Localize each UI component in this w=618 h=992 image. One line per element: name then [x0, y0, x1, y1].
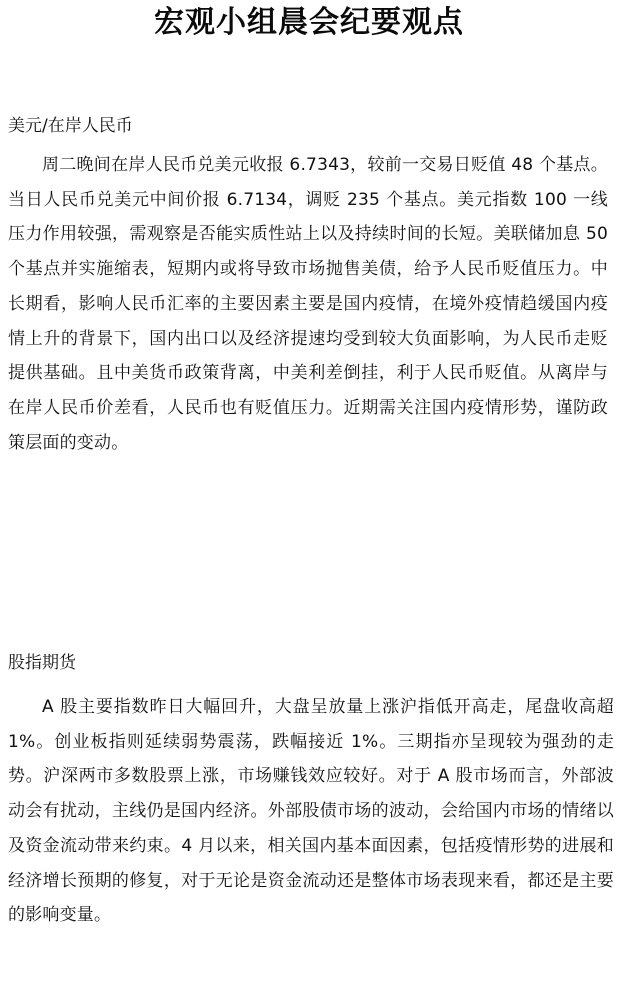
section-heading-stock-index-futures: 股指期货 — [8, 653, 76, 673]
section-heading-usd-cny: 美元/在岸人民币 — [8, 116, 133, 136]
section-body-stock-index-futures: A 股主要指数昨日大幅回升，大盘呈放量上涨沪指低开高走，尾盘收高超 1%。创业板指则延续弱势震荡，跌幅接近 1%。三期指亦呈现较为强劲的走势。沪深两市多数股票上涨，市场赚钱效应较好。对于 A 股市场而言，外部波动会有扰动，主线仍是国内经济。外部股债市场的波动，会给国内市场的情绪以及资金流动带来约束。4 月以来，相关国内基本面因素，包括疫情形势的进展和经济增长预期的修复，对于无论是资金流动还是整体市场表现来看，都还是主要的影响变量。 — [8, 697, 614, 926]
page-title: 宏观小组晨会纪要观点 — [154, 5, 464, 40]
section-body-usd-cny: 周二晚间在岸人民币兑美元收报 6.7343，较前一交易日贬值 48 个基点。当日人民币兑美元中间价报 6.7134，调贬 235 个基点。美元指数 100 一线压力作用较强，需观察是否能实质性站上以及持续时间的长短。美联储加息 50 个基点并实施缩表，短期内或将导致市场抛售美债，给予人民币贬值压力。中长期看，影响人民币汇率的主要因素主要是国内疫情，在境外疫情趋缓国内疫情上升的背景下，国内出口以及经济提速均受到较大负面影响，为人民币走贬提供基础。且中美货币政策背离，中美利差倒挂，利于人民币贬值。从离岸与在岸人民币价差看，人民币也有贬值压力。近期需关注国内疫情形势，谨防政策层面的变动。 — [8, 155, 608, 453]
